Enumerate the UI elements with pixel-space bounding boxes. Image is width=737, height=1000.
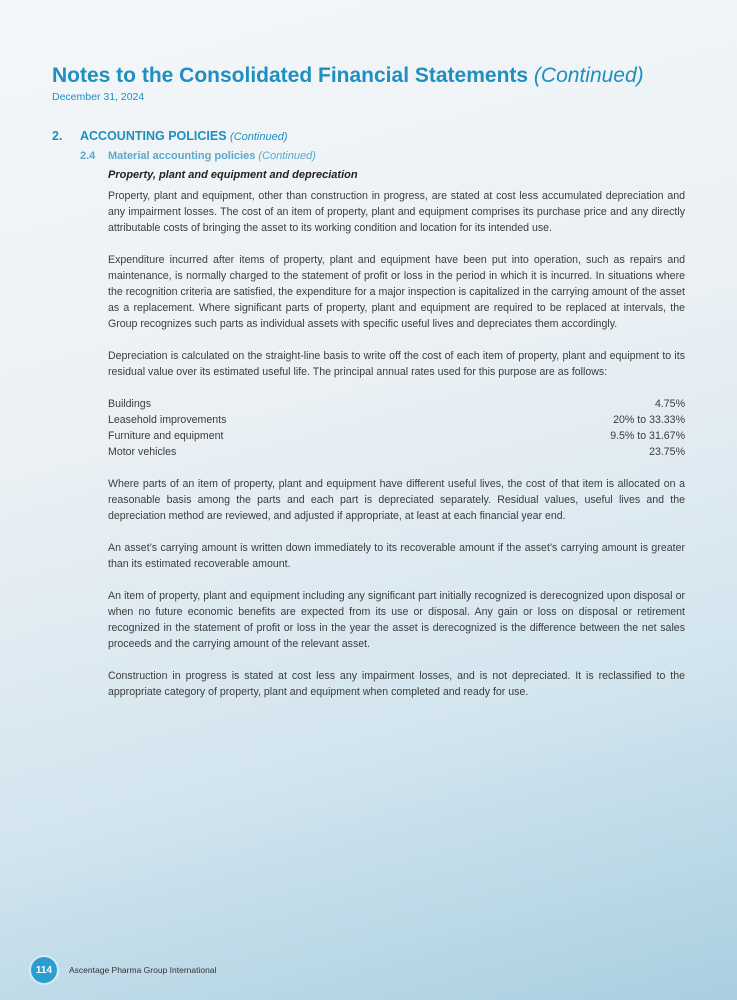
paragraph: Expenditure incurred after items of property, plant and equipment have been put into operation, such as repairs and maintenance, is normally charged to the statement of profit or loss in the period in which it is incurred. In situations where the recognition criteria are satisfied, the expenditure for a major inspection is capitalized in the carrying amount of the asset as a replacement. Where significant parts of property, plant and equipment are required to be replaced at intervals, the Group recognizes such parts as individual assets with specific useful lives and depreciates them accordingly. — [108, 254, 685, 330]
footer — [31, 957, 216, 983]
company-name: Ascentage Pharma Group International — [69, 965, 217, 975]
rate-label: Leasehold improvements — [108, 414, 227, 426]
body-text — [108, 188, 685, 716]
rate-value: 9.5% to 31.67% — [610, 430, 685, 442]
paragraph: An item of property, plant and equipment including any significant part initially recognized is derecognized upon disposal or when no future economic benefits are expected from its use or disposal. Any gain or loss on disposal or retirement recognized in the statement of profit or loss in the year the asset is derecognized is the difference between the net sales proceeds and the carrying amount of the relevant asset. — [108, 590, 685, 650]
title-continued: (Continued) — [533, 64, 644, 87]
title-text: Notes to the Consolidated Financial Statements — [52, 64, 529, 87]
paragraph: Property, plant and equipment, other than construction in progress, are stated at cost less accumulated depreciation and any impairment losses. The cost of an item of property, plant and equipment comprises its purchase price and any directly attributable costs of bringing the asset to its working condition and location for its intended use. — [108, 190, 685, 234]
subsection-continued: (Continued) — [258, 150, 316, 162]
section-heading — [52, 129, 288, 143]
paragraph: Depreciation is calculated on the straight-line basis to write off the cost of each item of property, plant and equipment to its residual value over its estimated useful life. The principal annual rates used for this purpose are as follows: — [108, 350, 685, 378]
topic-heading: Property, plant and equipment and depreciation — [108, 169, 358, 181]
subsection-number: 2.4 — [80, 150, 96, 162]
paragraph: Construction in progress is stated at cost less any impairment losses, and is not depreciated. It is reclassified to the appropriate category of property, plant and equipment when completed and ready for use. — [108, 670, 685, 698]
paragraph: Where parts of an item of property, plant and equipment have different useful lives, the cost of that item is allocated on a reasonable basis among the parts and each part is depreciated separately. Residual values, useful lives and the depreciation method are reviewed, and adjusted if appropriate, at least at each financial year end. — [108, 478, 685, 522]
rate-label: Furniture and equipment — [108, 430, 224, 442]
report-date: December 31, 2024 — [52, 91, 145, 103]
rate-value: 20% to 33.33% — [613, 414, 685, 426]
rate-label: Buildings — [108, 398, 151, 410]
section-title: ACCOUNTING POLICIES — [80, 129, 227, 143]
page-title — [52, 64, 644, 88]
section-continued: (Continued) — [230, 131, 288, 143]
rate-label: Motor vehicles — [108, 446, 177, 458]
section-number: 2. — [52, 129, 63, 143]
rate-value: 23.75% — [649, 446, 685, 458]
rate-row — [108, 412, 685, 428]
page-number-badge: 114 — [31, 957, 57, 983]
subsection-heading — [80, 150, 316, 162]
rate-value: 4.75% — [654, 398, 685, 410]
rate-row — [108, 396, 685, 412]
rate-row — [108, 444, 685, 460]
paragraph: An asset’s carrying amount is written down immediately to its recoverable amount if the asset’s carrying amount is greater than its estimated recoverable amount. — [108, 542, 685, 570]
rate-row — [108, 428, 685, 444]
depreciation-rates-table — [108, 396, 685, 460]
subsection-title: Material accounting policies — [108, 150, 256, 162]
